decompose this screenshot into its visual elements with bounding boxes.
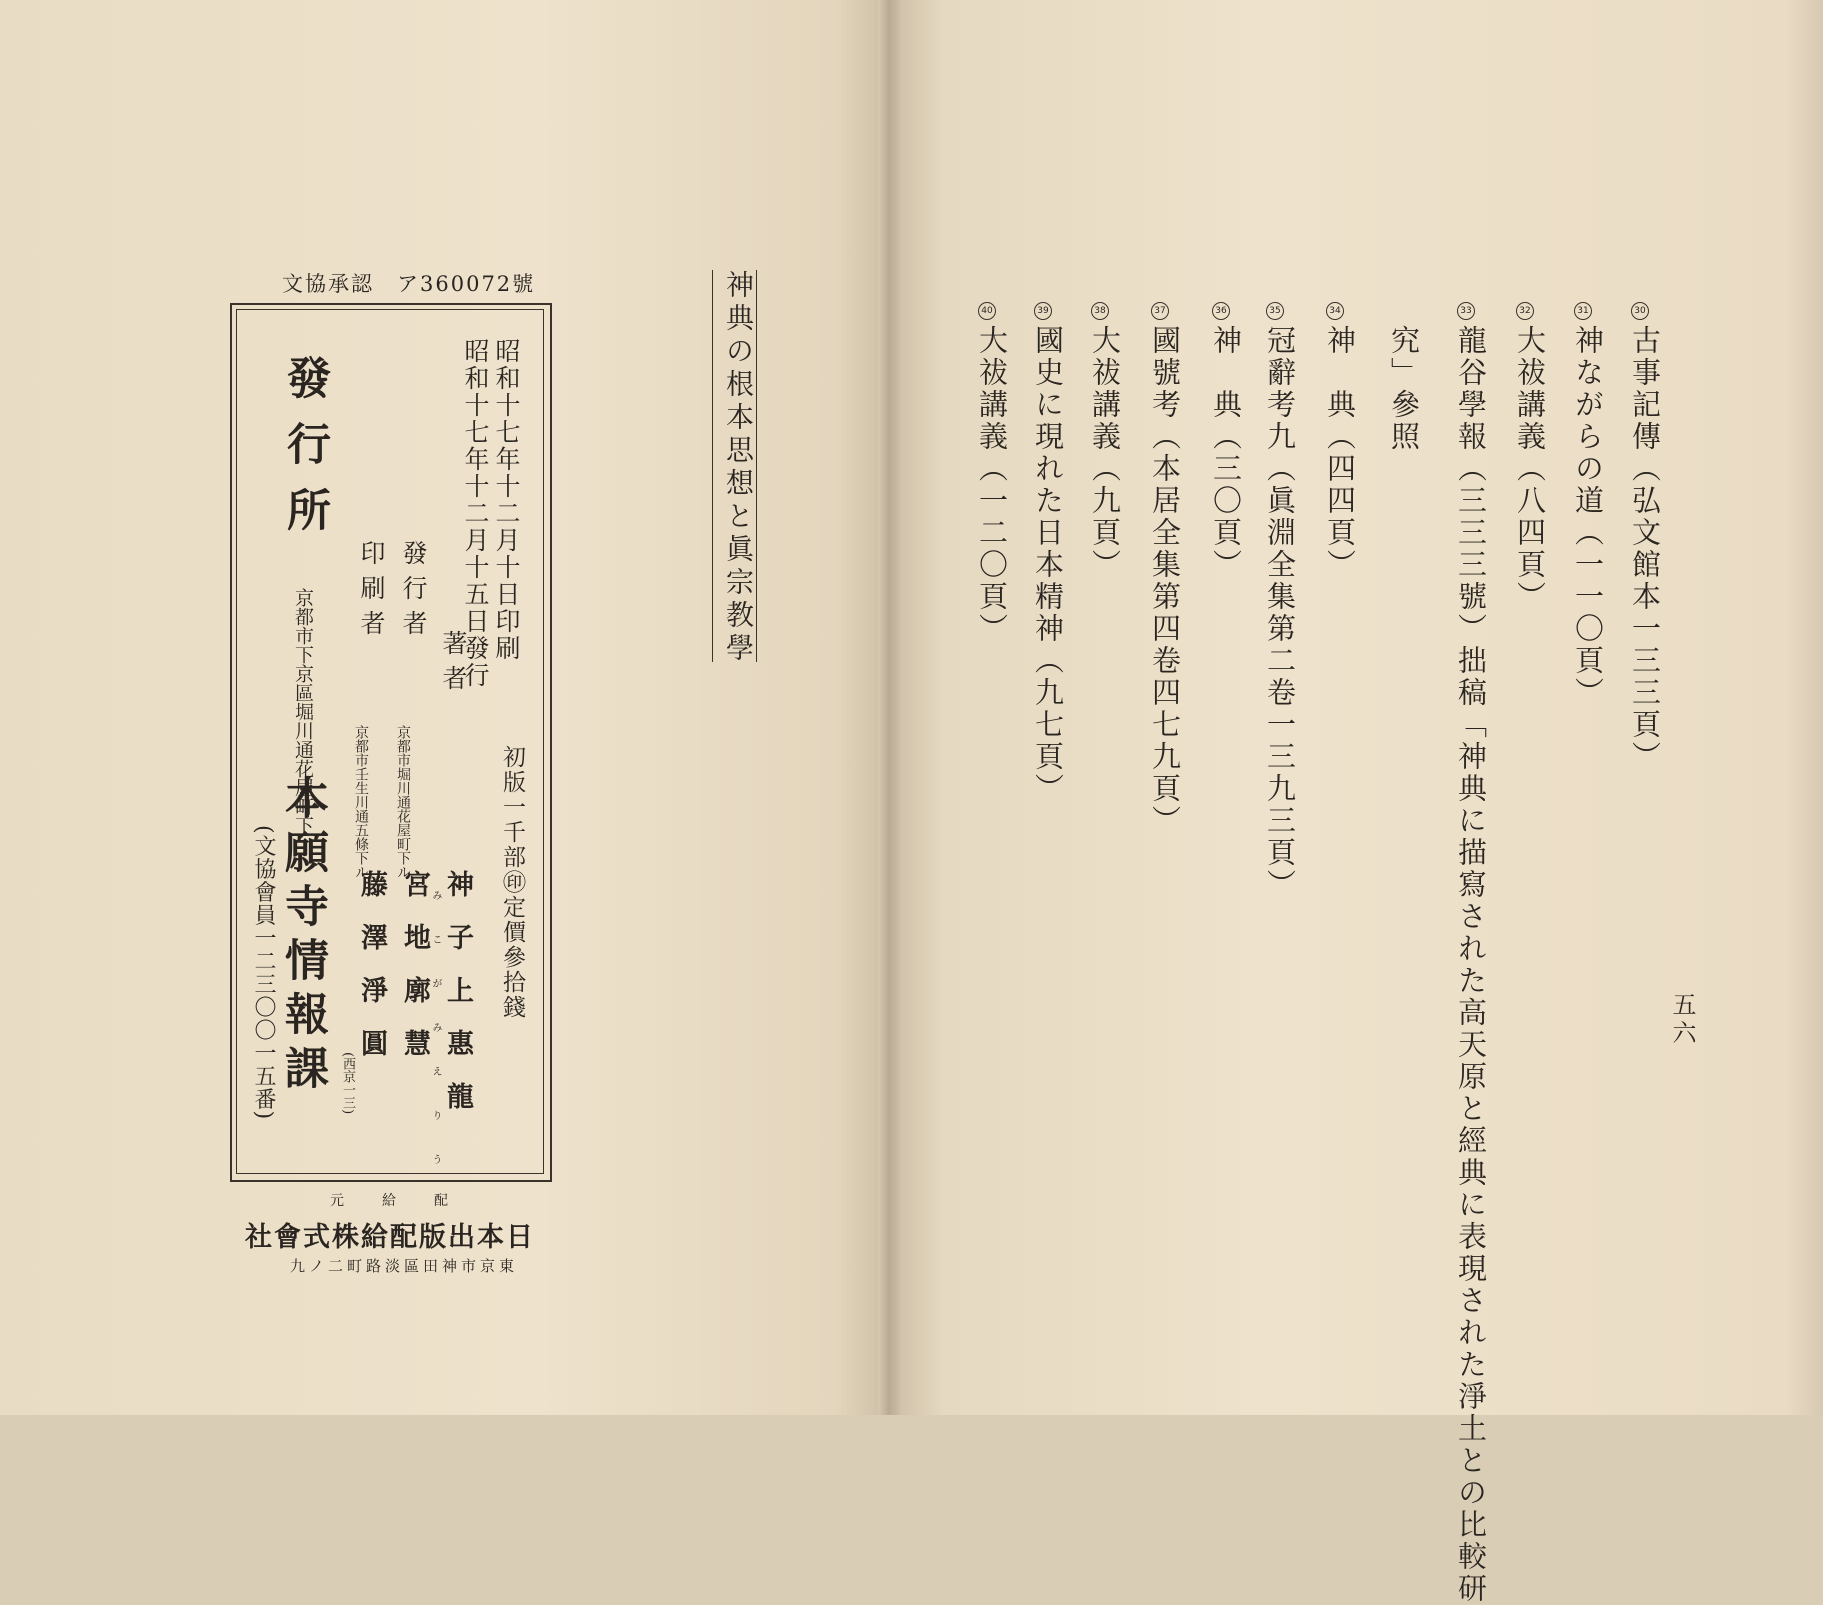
note-number: 32 — [1516, 302, 1534, 320]
publisher-name: 本願寺情報課 — [277, 775, 328, 1099]
note-text: 神ながらの道（一一〇頁） — [1571, 325, 1605, 709]
author-label: 著者 — [439, 630, 468, 700]
note-number: 40 — [978, 302, 996, 320]
publisher-member-number: (文協會員一二三〇〇一五番) — [251, 825, 276, 1121]
note-text: 冠辭考九（眞淵全集第二卷一三九三頁） — [1263, 325, 1297, 901]
note-text: 神 典（四四頁） — [1323, 325, 1357, 581]
book-gutter — [878, 0, 900, 1415]
publisher-address: 京都市下京區堀川通花屋町下 — [292, 588, 314, 835]
author-furigana: みこがみえりう — [430, 890, 441, 1198]
author-name: 神子上惠龍 — [442, 870, 473, 1135]
printer-name: 藤澤淨圓 — [356, 870, 387, 1082]
note-text: 大祓講義（一二〇頁） — [975, 325, 1009, 645]
note-number: 37 — [1151, 302, 1169, 320]
date-printed: 昭和十七年十二月十日印刷 — [492, 338, 521, 662]
printer-label: 印刷者 — [357, 540, 386, 645]
issuer-label: 發行者 — [399, 540, 428, 645]
first-edition: 初版一千部 — [499, 745, 525, 870]
note-number: 36 — [1212, 302, 1230, 320]
title-rule-left — [712, 270, 713, 662]
note-number: 39 — [1034, 302, 1052, 320]
note-text: 國史に現れた日本精神（九七頁） — [1031, 325, 1065, 805]
printer-phone: (西京一三) — [340, 1052, 355, 1115]
note-text: 古事記傳（弘文館本一三三頁） — [1628, 325, 1662, 773]
date-issued: 昭和十七年十二月十五日發行 — [461, 338, 490, 689]
seal-stamp: ㊞ — [499, 870, 525, 895]
distributor-name: 日本出版配給株式會社 — [245, 1222, 535, 1253]
title-rule-right — [756, 270, 757, 662]
publisher-label: 發行所 — [279, 355, 330, 553]
page-number: 五六 — [1668, 992, 1696, 1048]
note-text: 神 典（三〇頁） — [1209, 325, 1243, 581]
note-number: 31 — [1574, 302, 1592, 320]
note-text: 龍谷學報（三三三號）拙稿「神典に描寫された高天原と經典に表現された淨土との比較研 — [1454, 325, 1488, 1605]
price: 定價參拾錢 — [499, 895, 525, 1020]
note-number: 33 — [1457, 302, 1475, 320]
note-number: 35 — [1266, 302, 1284, 320]
book-title: 神典の根本思想と眞宗教學 — [722, 270, 755, 666]
issuer-address: 京都市堀川通花屋町下ル — [395, 725, 411, 879]
approval-number: 文協承認 ア360072號 — [282, 272, 536, 296]
note-text: 大祓講義（八四頁） — [1513, 325, 1547, 613]
edition-and-price — [496, 745, 529, 1020]
note-text: 國號考（本居全集第四卷四七九頁） — [1148, 325, 1182, 837]
distributor-address: 東京市神田區淡路町二ノ九 — [290, 1257, 519, 1275]
right-page — [888, 0, 1823, 1605]
note-number: 30 — [1631, 302, 1649, 320]
distributor-label: 配給元 — [330, 1193, 486, 1209]
left-page — [0, 0, 888, 1415]
note-text: 大祓講義（九頁） — [1088, 325, 1122, 581]
issuer-name: 宮地廓慧 — [399, 870, 430, 1082]
note-text: 究」參照 — [1387, 325, 1421, 453]
printer-address: 京都市壬生川通五條下ル — [353, 725, 369, 879]
note-number: 34 — [1326, 302, 1344, 320]
note-number: 38 — [1091, 302, 1109, 320]
